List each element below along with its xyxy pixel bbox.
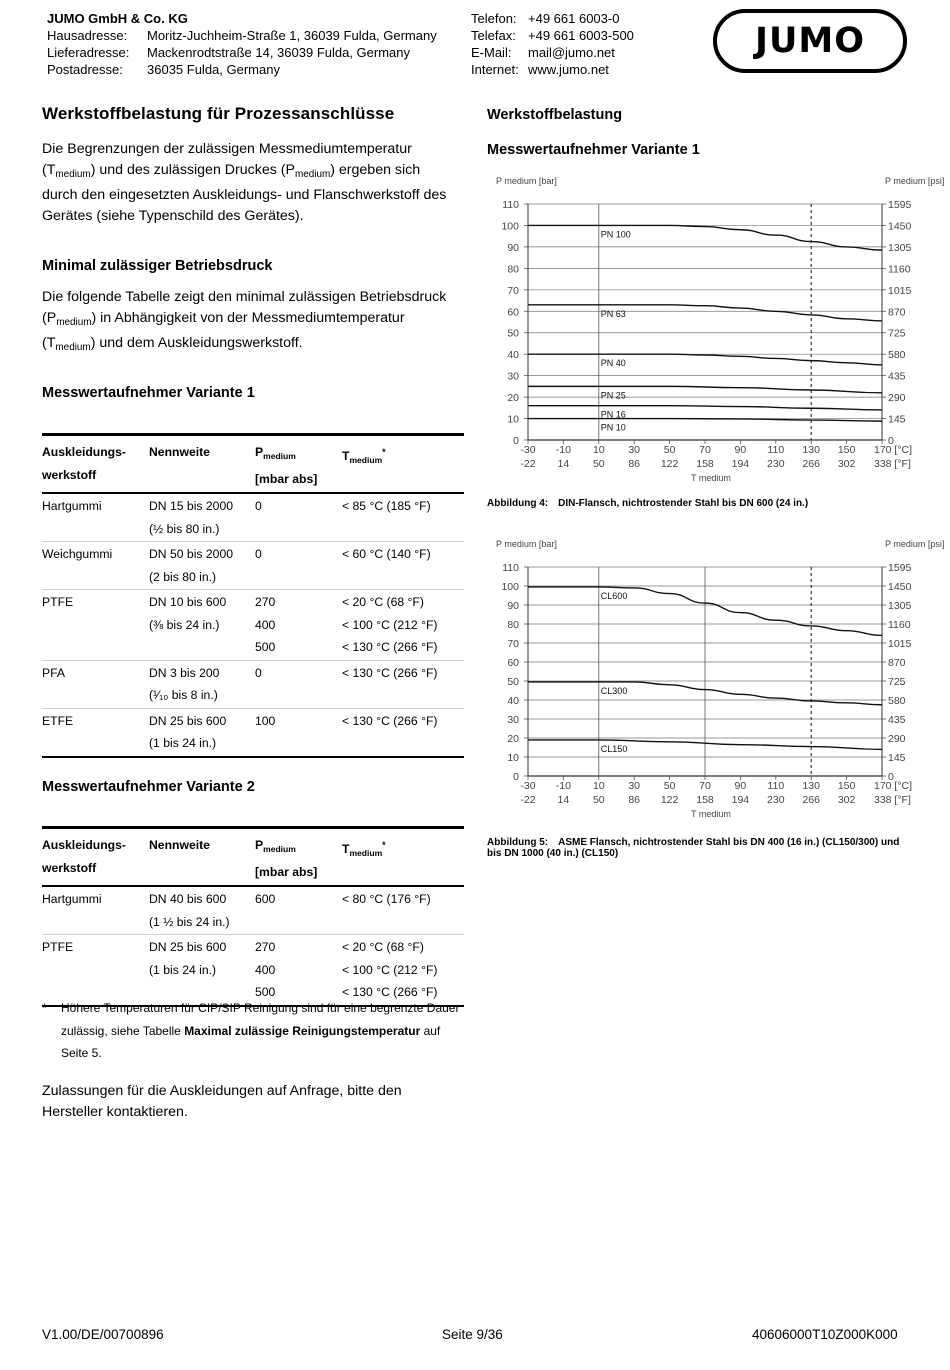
x-tick-label-celsius: 70	[699, 444, 711, 456]
cell-pressure: 270	[255, 940, 276, 954]
y-right-tick-label: 870	[888, 306, 906, 319]
x-tick-label-fahrenheit: 266	[802, 458, 820, 470]
x-tick-label-fahrenheit: 230	[767, 794, 785, 806]
x-tick-label-celsius: 110	[767, 444, 785, 456]
address-row: Postadresse: 36035 Fulda, Germany	[47, 62, 280, 77]
cell-material: Weichgummi	[42, 547, 113, 561]
y-tick-label: 0	[513, 435, 519, 447]
x-tick-label-fahrenheit: 122	[660, 458, 679, 470]
cell-pressure: 400	[255, 962, 276, 977]
x-axis-title: T medium	[691, 473, 731, 483]
x-tick-label-celsius: 70	[699, 780, 711, 792]
y-axis-title-left: P medium [bar]	[496, 176, 557, 186]
contact-row: Telefax: +49 661 6003-500	[471, 28, 634, 43]
y-right-tick-label: 1305	[888, 600, 912, 612]
contact-row: Internet: www.jumo.net	[471, 62, 609, 77]
cell-nominal-size: DN 25 bis 600	[149, 713, 227, 728]
series-label: PN 100	[600, 229, 631, 240]
cell-pressure: 0	[255, 665, 262, 680]
table-header: Auskleidungs- werkstoff Nennweite $P_{medium}$ [mbar abs] $T_{medium}^*$	[42, 828, 464, 887]
x-tick-label-celsius: 90	[734, 780, 747, 792]
footnote-star: *	[42, 1001, 47, 1015]
cell-temperature: < 20 °C (68 °F)	[342, 940, 424, 954]
y-tick-label: 90	[507, 241, 519, 254]
cell-pressure: 500	[255, 985, 276, 999]
col-pressure-header: $P_{medium}$	[255, 838, 296, 854]
x-tick-label-celsius: 30	[628, 780, 641, 792]
cell-temperature: < 130 °C (266 °F)	[342, 713, 438, 728]
min-pressure-paragraph: Die folgende Tabelle zeigt den minimal zulässigen Betriebsdruck $(P_{medium})$ in Abhängigkeit von der Messmediumtemperatur $(T_{medium})$ und dem Auskleidungswerkstoff.	[42, 289, 447, 353]
cell-pressure: 100	[255, 713, 276, 728]
cell-nominal-size: (1 ½ bis 24 in.)	[149, 914, 230, 929]
col-material-header: Auskleidungs-	[42, 445, 126, 459]
x-tick-label-fahrenheit: 158	[696, 794, 714, 806]
footnote-line: Höhere Temperaturen für CIP/SIP Reinigung sind für eine begrenzte Dauer	[61, 1001, 460, 1015]
y-tick-label: 50	[507, 676, 519, 688]
y-tick-label: 0	[513, 771, 519, 783]
cell-temperature: < 80 °C (176 °F)	[342, 892, 431, 906]
footer-document-id: 40606000T10Z000K000	[752, 1327, 898, 1342]
cell-nominal-size: (2 bis 80 in.)	[149, 569, 217, 584]
y-right-tick-label: 0	[888, 771, 894, 783]
cell-nominal-size: (¹⁄₁₀ bis 8 in.)	[149, 688, 218, 702]
y-tick-label: 40	[507, 349, 519, 362]
y-tick-label: 60	[507, 306, 519, 319]
y-right-tick-label: 870	[888, 657, 906, 669]
company-name: JUMO GmbH & Co. KG	[47, 11, 188, 26]
series-label: PN 10	[600, 422, 626, 433]
y-right-tick-label: 580	[888, 349, 906, 362]
x-tick-label-celsius: -10	[555, 780, 571, 792]
variant2-heading: Messwertaufnehmer Variante 2	[42, 779, 255, 795]
y-right-tick-label: 1595	[888, 199, 912, 211]
y-right-tick-label: 725	[888, 327, 906, 340]
cell-temperature: < 100 °C (212 °F)	[342, 962, 438, 977]
x-tick-label-celsius: 90	[734, 444, 747, 456]
cell-temperature: < 130 °C (266 °F)	[342, 640, 438, 654]
cell-material: PTFE	[42, 595, 74, 609]
y-right-tick-label: 435	[888, 370, 906, 383]
table-header: Auskleidungs- werkstoff Nennweite $P_{medium}$ [mbar abs] $T_{medium}^*$	[42, 435, 464, 494]
cell-pressure: 400	[255, 617, 276, 632]
x-tick-label-fahrenheit: 302	[837, 458, 856, 470]
y-right-tick-label: 580	[888, 695, 906, 707]
x-tick-label-fahrenheit: 50	[592, 794, 605, 806]
cell-temperature: < 100 °C (212 °F)	[342, 617, 438, 632]
x-tick-label-fahrenheit: 158	[696, 458, 714, 470]
x-tick-label-fahrenheit: 14	[557, 794, 570, 806]
x-tick-label-celsius: 150	[837, 780, 856, 792]
cell-pressure: 600	[255, 892, 276, 906]
x-tick-label-celsius: -30	[520, 444, 536, 456]
y-tick-label: 90	[507, 600, 519, 612]
cell-temperature: < 130 °C (266 °F)	[342, 985, 438, 999]
cell-nominal-size: (⅜ bis 24 in.)	[149, 617, 220, 632]
col-nominal-size-header: Nennweite	[149, 838, 210, 852]
col-nominal-size-header: Nennweite	[149, 445, 210, 459]
logo-text: JUMO	[754, 21, 866, 61]
cell-material: PFA	[42, 665, 66, 680]
contact-row: Telefon: +49 661 6003-0	[471, 11, 620, 26]
address-row: Hausadresse: Moritz-Juchheim-Straße 1, 36039 Fulda, Germany	[47, 28, 437, 43]
intro-paragraph: Die Begrenzungen der zulässigen Messmediumtemperatur $(T_{medium})$ und des zulässigen Druckes $(P_{medium})$ ergeben sich durch den eingesetzten Auskleidungs- und Flanschwerkstoff des Gerätes (siehe Typenschild des Gerätes).	[42, 141, 447, 224]
series-label: PN 63	[600, 308, 626, 319]
right-title: Werkstoffbelastung	[487, 107, 623, 123]
col-material-header: Auskleidungs-	[42, 838, 126, 852]
y-right-tick-label: 725	[888, 676, 906, 688]
series-label: CL150	[600, 743, 628, 754]
y-axis-title-right: P medium [psi]	[885, 539, 945, 549]
col-temperature-header: $T_{medium}^*$	[342, 840, 386, 859]
cell-material: Hartgummi	[42, 892, 102, 906]
y-tick-label: 40	[507, 695, 519, 707]
series-label: PN 40	[600, 358, 626, 369]
cell-nominal-size: DN 25 bis 600	[149, 940, 227, 954]
y-tick-label: 30	[507, 370, 519, 383]
x-tick-label-celsius: 170 [°C]	[874, 780, 913, 792]
x-tick-label-fahrenheit: 194	[731, 458, 750, 470]
footnote-line: Seite 5.	[61, 1046, 102, 1060]
x-tick-label-fahrenheit: 86	[628, 458, 641, 470]
series-label: CL300	[600, 685, 628, 696]
series-label: CL600	[600, 590, 628, 601]
footer-page-number: Seite 9/36	[442, 1327, 503, 1342]
y-tick-label: 100	[501, 581, 519, 593]
x-tick-label-fahrenheit: 230	[767, 458, 785, 470]
cell-nominal-size: DN 15 bis 2000	[149, 499, 234, 513]
variant1-heading: Messwertaufnehmer Variante 1	[42, 385, 255, 401]
x-tick-label-fahrenheit: 338 [°F]	[874, 794, 911, 806]
x-tick-label-celsius: 30	[628, 444, 641, 456]
y-right-tick-label: 1305	[888, 241, 912, 254]
x-axis-title: T medium	[691, 809, 731, 819]
cell-nominal-size: (½ bis 80 in.)	[149, 521, 220, 536]
cell-nominal-size: DN 10 bis 600	[149, 595, 227, 609]
cell-temperature: < 20 °C (68 °F)	[342, 595, 424, 609]
y-tick-label: 10	[507, 752, 519, 764]
cell-nominal-size: DN 3 bis 200	[149, 665, 220, 680]
y-right-tick-label: 1595	[888, 562, 912, 574]
y-tick-label: 50	[507, 327, 519, 340]
y-right-tick-label: 1015	[888, 638, 912, 650]
y-right-tick-label: 1160	[888, 619, 911, 631]
cell-material: PTFE	[42, 940, 74, 954]
y-tick-label: 80	[507, 619, 519, 631]
cell-pressure: 0	[255, 499, 262, 513]
y-tick-label: 70	[507, 284, 519, 297]
x-tick-label-fahrenheit: -22	[520, 794, 536, 806]
closing-paragraph: Zulassungen für die Auskleidungen auf Anfrage, bitte den Hersteller kontaktieren.	[42, 1083, 402, 1120]
y-right-tick-label: 1450	[888, 581, 912, 593]
x-tick-label-fahrenheit: 14	[557, 458, 570, 470]
cell-nominal-size: DN 50 bis 2000	[149, 547, 234, 561]
y-tick-label: 60	[507, 657, 519, 669]
cell-pressure: 270	[255, 595, 276, 609]
x-tick-label-celsius: 10	[592, 780, 605, 792]
x-tick-label-fahrenheit: 302	[837, 794, 856, 806]
cell-pressure: 0	[255, 547, 262, 561]
x-tick-label-celsius: 150	[837, 444, 856, 456]
y-tick-label: 20	[507, 392, 519, 405]
page-title: Werkstoffbelastung für Prozessanschlüsse	[42, 104, 395, 123]
y-right-tick-label: 145	[888, 413, 906, 426]
y-tick-label: 10	[507, 413, 519, 426]
footer-version: V1.00/DE/00700896	[42, 1327, 164, 1342]
min-pressure-heading: Minimal zulässiger Betriebsdruck	[42, 258, 273, 274]
x-tick-label-celsius: -10	[555, 444, 571, 456]
figure-caption-4: Abbildung 4: DIN-Flansch, nichtrostender Stahl bis DN 600 (24 in.)	[487, 498, 809, 509]
y-tick-label: 100	[501, 220, 519, 233]
x-tick-label-fahrenheit: 266	[802, 794, 820, 806]
contact-row: E-Mail: mail@jumo.net	[471, 45, 615, 60]
col-pressure-header: $P_{medium}$	[255, 445, 296, 461]
y-tick-label: 80	[507, 263, 519, 276]
y-right-tick-label: 290	[888, 733, 906, 745]
y-tick-label: 110	[502, 199, 519, 211]
y-tick-label: 110	[502, 562, 519, 574]
y-right-tick-label: 435	[888, 714, 906, 726]
cell-nominal-size: (1 bis 24 in.)	[149, 736, 217, 750]
cell-material: Hartgummi	[42, 499, 102, 513]
x-tick-label-fahrenheit: 86	[628, 794, 641, 806]
x-tick-label-fahrenheit: 122	[660, 794, 679, 806]
y-right-tick-label: 1160	[888, 263, 911, 276]
address-row: Lieferadresse: Mackenrodtstraße 14, 36039 Fulda, Germany	[47, 45, 411, 60]
y-axis-title-right: P medium [psi]	[885, 176, 945, 186]
y-right-tick-label: 290	[888, 392, 906, 405]
cell-nominal-size: DN 40 bis 600	[149, 892, 227, 906]
figure-caption-5: Abbildung 5: ASME Flansch, nichtrostender Stahl bis DN 400 (16 in.) (CL150/300) und bis DN 1000 (40 in.) (CL150)	[487, 837, 900, 859]
x-tick-label-celsius: 10	[592, 444, 605, 456]
y-tick-label: 20	[507, 733, 519, 745]
x-tick-label-celsius: -30	[520, 780, 536, 792]
x-tick-label-fahrenheit: 50	[592, 458, 605, 470]
x-tick-label-celsius: 50	[663, 444, 676, 456]
y-right-tick-label: 1015	[888, 284, 912, 297]
y-tick-label: 70	[507, 638, 519, 650]
cell-pressure: 500	[255, 640, 276, 654]
x-tick-label-celsius: 130	[802, 444, 820, 456]
cell-temperature: < 60 °C (140 °F)	[342, 547, 431, 561]
y-right-tick-label: 1450	[888, 220, 912, 233]
x-tick-label-celsius: 50	[663, 780, 676, 792]
cell-nominal-size: (1 bis 24 in.)	[149, 962, 217, 977]
x-tick-label-fahrenheit: 194	[731, 794, 750, 806]
cell-temperature: < 85 °C (185 °F)	[342, 499, 431, 513]
cell-material: ETFE	[42, 713, 74, 728]
y-right-tick-label: 0	[888, 435, 894, 447]
right-subtitle: Messwertaufnehmer Variante 1	[487, 142, 700, 158]
footnote-line: zulässig, siehe Tabelle Maximal zulässige Reinigungstemperatur auf	[61, 1023, 441, 1038]
x-tick-label-fahrenheit: -22	[520, 458, 536, 470]
x-tick-label-celsius: 170 [°C]	[874, 444, 913, 456]
x-tick-label-celsius: 110	[767, 780, 785, 792]
y-tick-label: 30	[507, 714, 519, 726]
y-right-tick-label: 145	[888, 752, 906, 764]
y-axis-title-left: P medium [bar]	[496, 539, 557, 549]
x-tick-label-celsius: 130	[802, 780, 820, 792]
col-temperature-header: $T_{medium}^*$	[342, 447, 386, 466]
series-label: PN 16	[600, 409, 626, 420]
cell-temperature: < 130 °C (266 °F)	[342, 665, 438, 680]
series-label: PN 25	[600, 390, 626, 401]
x-tick-label-fahrenheit: 338 [°F]	[874, 458, 911, 470]
